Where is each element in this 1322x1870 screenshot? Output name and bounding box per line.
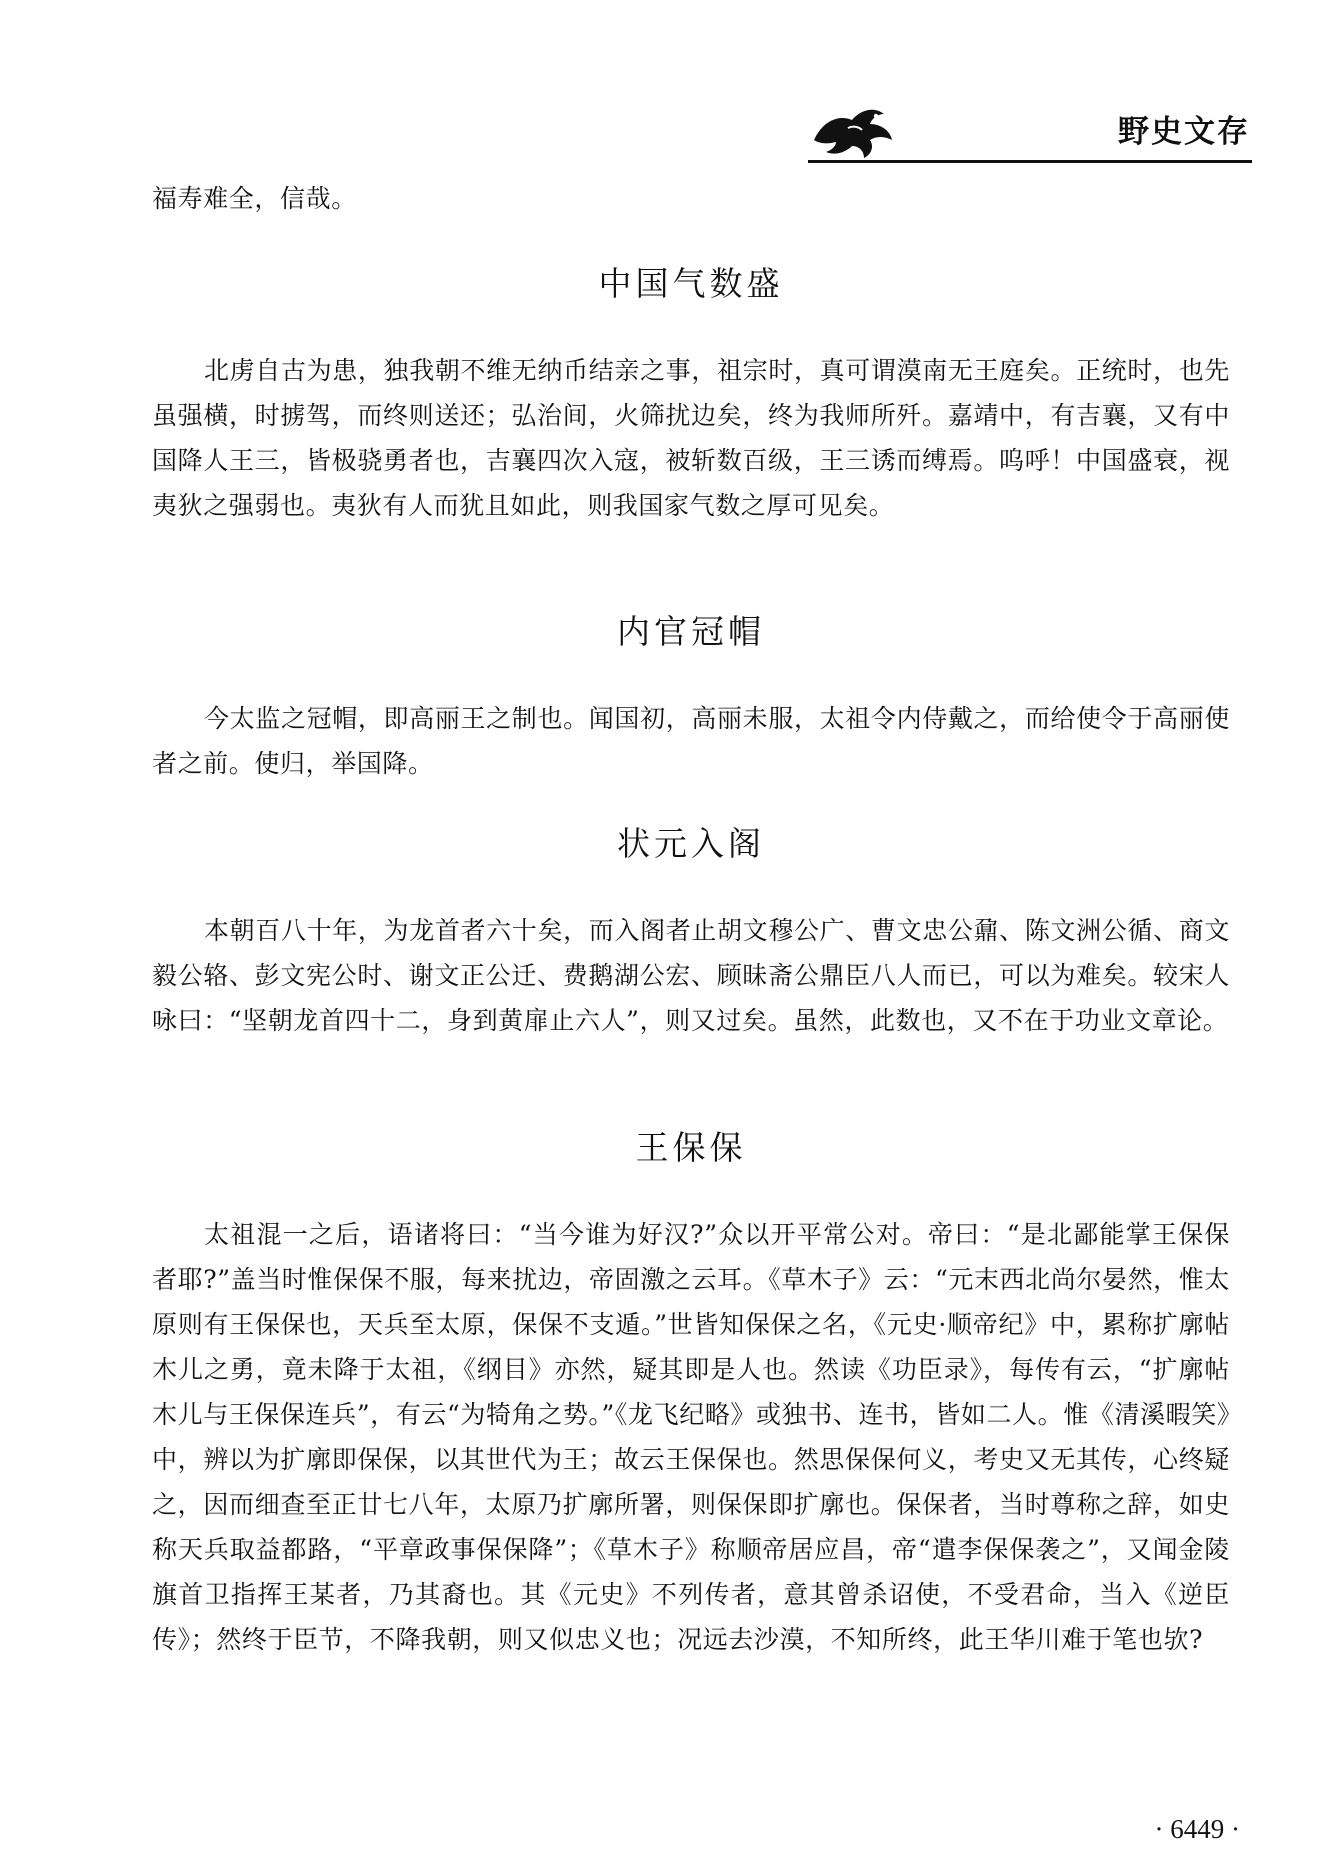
intro-text-block — [152, 176, 1230, 221]
section-heading: 内官冠帽 — [617, 612, 765, 651]
section-body — [152, 1212, 1230, 1662]
section-body — [152, 348, 1230, 528]
section-paragraph: 今太监之冠帽，即高丽王之制也。闻国初，高丽未服，太祖令内侍戴之，而给使令于高丽使者之前。使归，举国降。 — [152, 704, 1230, 778]
section-paragraph: 太祖混一之后，语诸将曰：“当今谁为好汉?”众以开平常公对。帝曰：“是北鄙能掌王保保者耶?”盖当时惟保保不服，每来扰边，帝固激之云耳。《草木子》云：“元末西北尚尔晏然，惟太原则有王保保也，天兵至太原，保保不支遁。”世皆知保保之名，《元史·顺帝纪》中，累称扩廓帖木儿之勇，竟未降于太祖，《纲目》亦然，疑其即是人也。然读《功臣录》，每传有云，“扩廓帖木儿与王保保连兵”，有云“为犄角之势。”《龙飞纪略》或独书、连书，皆如二人。惟《清溪暇笑》中，辨以为扩廓即保保，以其世代为王；故云王保保也。然思保保何义，考史又无其传，心终疑之，因而细查至正廿七八年，太原乃扩廓所署，则保保即扩廓也。保保者，当时尊称之辞，如史称天兵取益都路，“平章政事保保降”；《草木子》称顺帝居应昌，帝“遣李保保袭之”，又闻金陵旗首卫指挥王某者，乃其裔也。其《元史》不列传者，意其曾杀诏使，不受君命，当入《逆臣传》；然终于臣节，不降我朝，则又似忠义也；况远去沙漠，不知所终，此王华川难于笔也欤? — [152, 1220, 1230, 1654]
section-body — [152, 908, 1230, 1043]
section-body — [152, 696, 1230, 786]
dragon-emblem-icon — [808, 100, 898, 162]
section-heading: 中国气数盛 — [598, 264, 784, 303]
running-header-title: 野史文存 — [1118, 114, 1250, 150]
section-paragraph: 北虏自古为患，独我朝不维无纳币结亲之事，祖宗时，真可谓漠南无王庭矣。正统时，也先虽强横，时掳驾，而终则送还；弘治间，火筛扰边矣，终为我师所歼。嘉靖中，有吉襄，又有中国降人王三，皆极骁勇者也，吉襄四次入寇，被斩数百级，王三诱而缚焉。呜呼！中国盛衰，视夷狄之强弱也。夷狄有人而犹且如此，则我国家气数之厚可见矣。 — [152, 356, 1230, 520]
intro-paragraph: 福寿难全，信哉。 — [152, 184, 357, 213]
section-heading: 王保保 — [635, 1128, 747, 1167]
page-number: · 6449 · — [1154, 1814, 1240, 1844]
section-paragraph: 本朝百八十年，为龙首者六十矣，而入阁者止胡文穆公广、曹文忠公鼐、陈文洲公循、商文毅公辂、彭文宪公时、谢文正公迁、费鹅湖公宏、顾昧斋公鼎臣八人而已，可以为难矣。较宋人咏曰：“坚朝龙首四十二，身到黄扉止六人”，则又过矣。虽然，此数也，又不在于功业文章论。 — [152, 916, 1230, 1035]
header-rule — [808, 160, 1252, 163]
section-heading: 状元入阁 — [617, 824, 765, 863]
